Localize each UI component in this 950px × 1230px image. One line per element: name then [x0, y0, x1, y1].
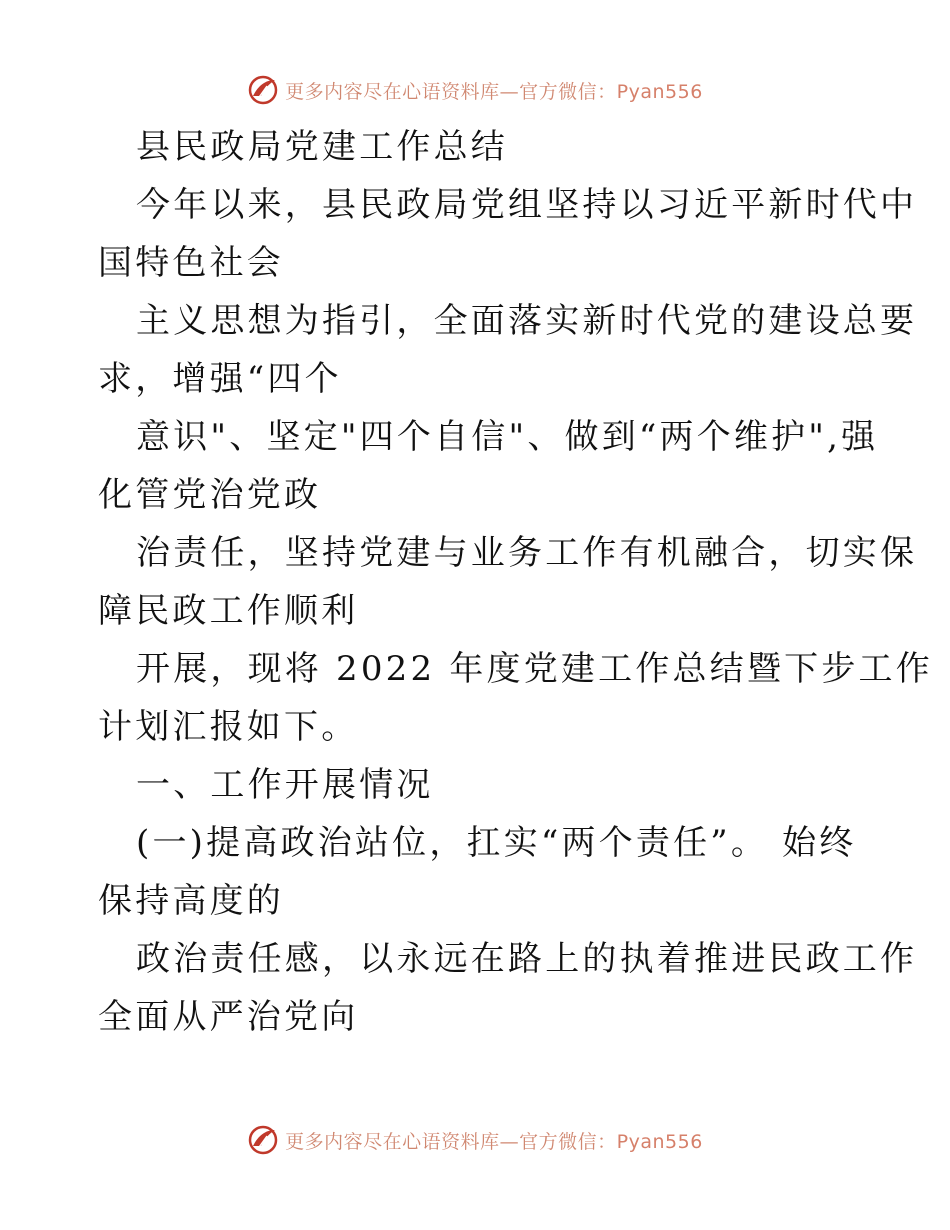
- red-quill-logo-icon: [247, 1124, 279, 1156]
- paragraph-line: 主义思想为指引，全面落实新时代党的建设总要: [136, 301, 918, 341]
- document-title: 县民政局党建工作总结: [136, 127, 508, 167]
- section-heading: 一、工作开展情况: [136, 765, 434, 805]
- red-quill-logo-icon: [247, 74, 279, 106]
- paragraph-line: 国特色社会: [98, 243, 284, 283]
- header-banner-text: 更多内容尽在心语资料库—官方微信：Pyan556: [285, 80, 703, 103]
- paragraph-line: 化管党治党政: [98, 475, 322, 515]
- paragraph-line: 意识"、坚定"四个自信"、做到“两个维护",强: [136, 417, 879, 457]
- paragraph-line: 治责任，坚持党建与业务工作有机融合，切实保: [136, 533, 918, 573]
- subsection-heading: (一)提高政治站位，扛实“两个责任”。 始终: [136, 823, 857, 863]
- paragraph-line: 障民政工作顺利: [98, 591, 359, 631]
- paragraph-line: 开展，现将 2022 年度党建工作总结暨下步工作: [136, 649, 933, 689]
- paragraph-line: 政治责任感，以永远在路上的执着推进民政工作: [136, 939, 918, 979]
- footer-banner: [0, 1120, 950, 1160]
- header-wechat-id: Pyan556: [616, 80, 703, 103]
- footer-wechat-id: Pyan556: [616, 1130, 703, 1153]
- header-banner: [0, 70, 950, 110]
- paragraph-line: 全面从严治党向: [98, 997, 359, 1037]
- paragraph-line: 保持高度的: [98, 881, 284, 921]
- footer-banner-text: 更多内容尽在心语资料库—官方微信：Pyan556: [285, 1130, 703, 1153]
- paragraph-line: 计划汇报如下。: [98, 707, 359, 747]
- document-body: [98, 118, 933, 1046]
- paragraph-line: 求，增强“四个: [98, 359, 342, 399]
- paragraph-line: 今年以来，县民政局党组坚持以习近平新时代中: [136, 185, 918, 225]
